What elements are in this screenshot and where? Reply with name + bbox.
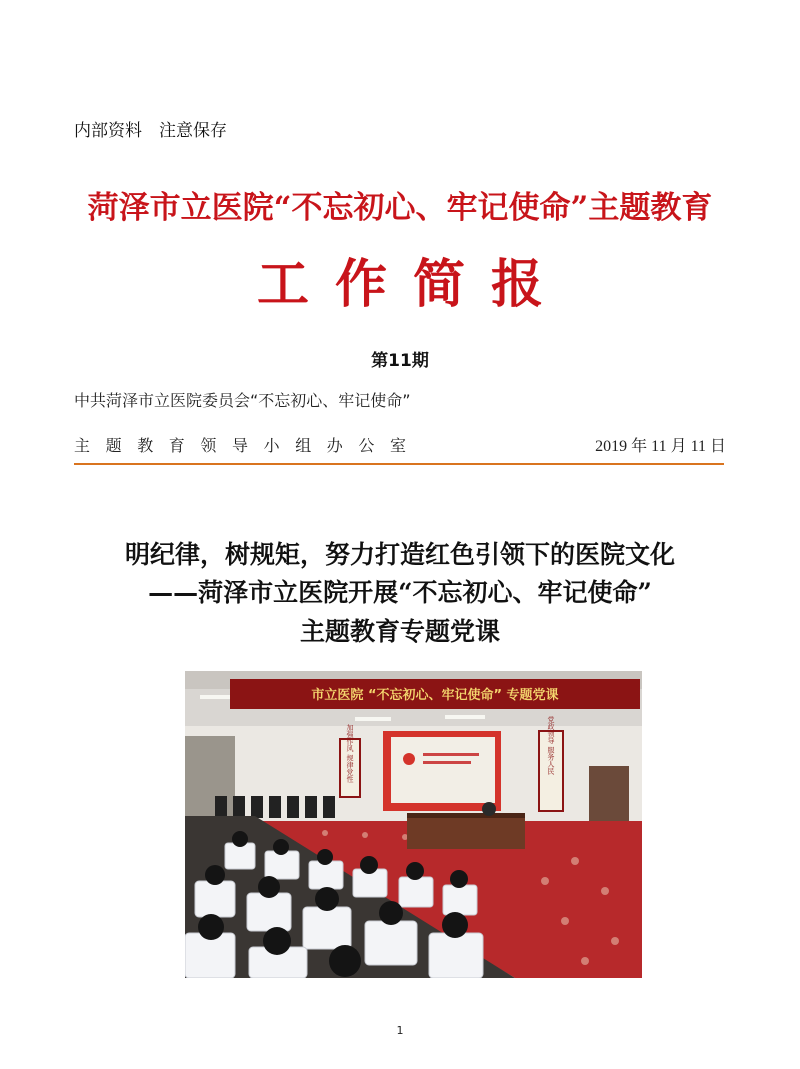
- meeting-photo: [185, 671, 642, 978]
- left-scroll-text: 加强作风 规律党性: [346, 723, 354, 783]
- page-number: 1: [396, 1024, 404, 1037]
- banner-title: 菏泽市立医院“不忘初心、牢记使命”主题教育: [87, 190, 713, 226]
- issuer-line-2: 主题教育领导小组办公室: [74, 436, 422, 455]
- issuer-line-1: 中共菏泽市立医院委员会“不忘初心、牢记使命”: [74, 391, 411, 410]
- article-title: 明纪律，树规矩，努力打造红色引领下的医院文化: [124, 540, 675, 569]
- bulletin-title: 工作简报: [256, 254, 569, 315]
- right-scroll-text: 党政领导 服务人民: [547, 715, 555, 775]
- article-subtitle-2: 主题教育专题党课: [299, 617, 500, 646]
- article-subtitle: ——菏泽市立医院开展“不忘初心、牢记使命”: [148, 578, 652, 607]
- issue-number: 第11期: [371, 351, 429, 371]
- issue-date: 2019 年 11 月 11 日: [595, 438, 726, 455]
- photo-banner-text: 市立医院 “不忘初心、牢记使命” 专题党课: [311, 688, 559, 703]
- header-divider: [74, 463, 724, 465]
- internal-notice: 内部资料 注意保存: [74, 121, 227, 141]
